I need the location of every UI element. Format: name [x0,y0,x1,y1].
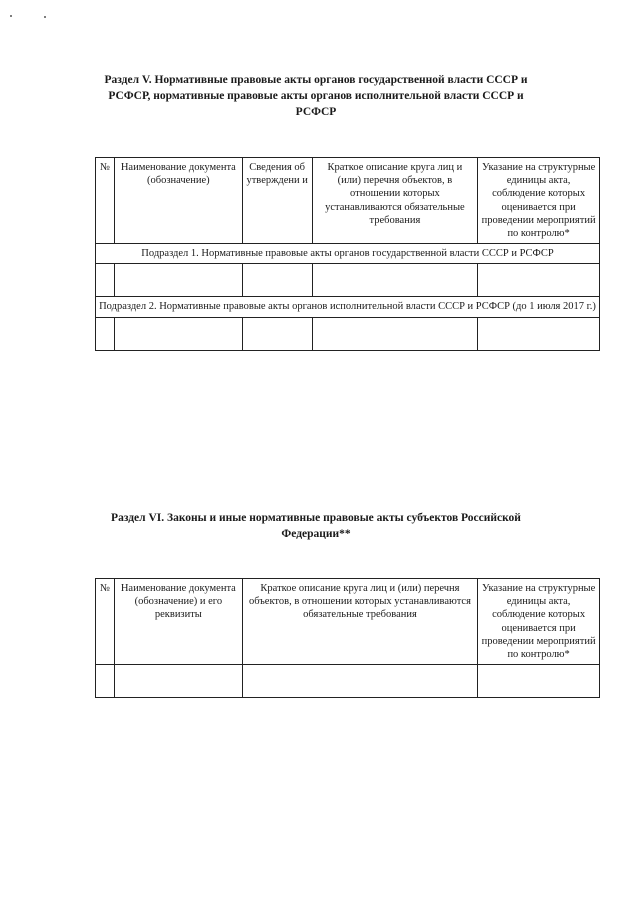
section-6-title: Раздел VI. Законы и иные нормативные правовые акты субъектов Российской Федерации** [111,512,521,540]
table-cell [114,317,242,350]
table-cell [96,665,115,698]
table-cell [478,264,600,297]
column-header-number: № [96,158,115,244]
scan-speck [44,16,46,18]
column-header-number: № [96,579,115,665]
table-cell [114,665,242,698]
table-cell [242,665,478,698]
subsection-1-label: Подраздел 1. Нормативные правовые акты органов государственной власти СССР и РСФСР [96,244,600,264]
column-header-scope-description: Краткое описание круга лиц и (или) перечня объектов, в отношении которых устанавливаются обязательные требования [242,579,478,665]
table-cell [312,264,478,297]
section-5-table [95,157,600,351]
table-row [96,264,600,297]
column-header-approval-info: Сведения об утверждени и [242,158,312,244]
table-cell [478,665,600,698]
table-cell [312,317,478,350]
table-cell [96,317,115,350]
table-cell [242,317,312,350]
column-header-document-name: Наименование документа (обозначение) и его реквизиты [114,579,242,665]
table-cell [96,264,115,297]
table-header-row [96,579,600,665]
table-header-row [96,158,600,244]
table-row [96,665,600,698]
subsection-row [96,297,600,317]
column-header-document-name: Наименование документа (обозначение) [114,158,242,244]
scan-speck [10,15,12,17]
subsection-2-label: Подраздел 2. Нормативные правовые акты органов исполнительной власти СССР и РСФСР (до 1 июля 2017 г.) [96,297,600,317]
table-row [96,317,600,350]
table-cell [114,264,242,297]
column-header-structural-units: Указание на структурные единицы акта, соблюдение которых оценивается при проведении мероприятий по контролю* [478,579,600,665]
column-header-structural-units: Указание на структурные единицы акта, соблюдение которых оценивается при проведении мероприятий по контролю* [478,158,600,244]
subsection-row [96,244,600,264]
section-5-title: Раздел V. Нормативные правовые акты органов государственной власти СССР и РСФСР, нормативные правовые акты органов исполнительной власти СССР и РСФСР [104,74,528,118]
table-cell [478,317,600,350]
section-6-table [95,578,600,698]
table-cell [242,264,312,297]
column-header-scope-description: Краткое описание круга лиц и (или) перечня объектов, в отношении которых устанавливаются обязательные требования [312,158,478,244]
